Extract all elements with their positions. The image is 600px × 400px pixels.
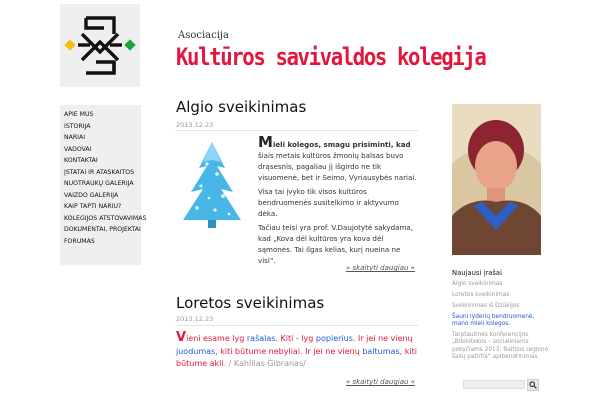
post-title[interactable]: Loretos sveikinimas xyxy=(176,294,325,312)
quote-fragment: baltumas xyxy=(362,346,400,356)
quote-fragment: ieni esame lyg xyxy=(186,334,247,343)
search-icon xyxy=(529,381,537,389)
quote-fragment: Ir jei ne vienų xyxy=(305,346,363,356)
sidebar-nav xyxy=(60,105,147,265)
drop-cap: V xyxy=(176,330,187,345)
christmas-tree-image xyxy=(177,138,247,237)
sidebar-item-forumas[interactable]: FORUMAS xyxy=(64,237,95,245)
quote-fragment: Ir jei ne vienų xyxy=(357,334,413,343)
sidebar-item-istorija[interactable]: ISTORIJA xyxy=(64,122,91,130)
sidebar-item-dokumentai[interactable]: DOKUMENTAI, PROJEKTAI xyxy=(64,226,141,233)
sidebar-item-istatai[interactable]: ĮSTATAI IR ATASKAITOS xyxy=(64,168,135,176)
portrait-icon xyxy=(452,104,541,255)
quote-fragment: kiti būtume nebyliai xyxy=(220,346,301,356)
quote-fragment: kiti būtume akli xyxy=(176,346,417,368)
recent-post-link[interactable]: Tarptautinės konferencijos „Bibliotekos – socialiniams pokyčiams 2013: Baltijos regiono šalių patirtis“ apibendrinimas xyxy=(452,332,549,361)
quote-fragment: , xyxy=(215,346,221,356)
sidebar-item-nuotrauku-galerija[interactable]: NUOTRAUKŲ GALERIJA xyxy=(64,180,134,187)
read-more-link[interactable]: » skaityti daugiau « xyxy=(345,264,415,272)
sidebar-item-vadovai[interactable]: VADOVAI xyxy=(64,145,92,153)
quote-fragment: . xyxy=(300,346,306,356)
sidebar-item-kaip-tapti-nariu[interactable]: KAIP TAPTI NARIU? xyxy=(64,203,122,210)
post-date: 2013.12.23 xyxy=(176,121,214,129)
recent-post-link[interactable]: Loretos sveikinimas xyxy=(452,291,510,298)
recent-posts-list xyxy=(452,281,552,365)
search-button[interactable] xyxy=(527,379,539,391)
post-excerpt xyxy=(176,332,419,371)
site-title[interactable]: Kultūros savivaldos kolegija xyxy=(176,43,486,71)
post-paragraph: Tačiau teisi yra prof. V.Daujotytė sakydama, kad „Kova dėl kultūros yra kova dėl sąmonės. Tai ilgas kelias, kurį nueina ne visi“. xyxy=(258,223,413,265)
drop-cap: M xyxy=(258,133,273,151)
post-date: 2013.12.23 xyxy=(176,315,214,323)
quote-author: . / Kahlilas Gibranas/ xyxy=(223,359,306,368)
profile-photo xyxy=(452,104,541,255)
sidebar-item-atstovavimas[interactable]: KOLEGIJOS ATSTOVAVIMAS xyxy=(64,214,147,222)
recent-posts-heading: Naujausi įrašai xyxy=(452,269,502,277)
quote-fragment: juodumas xyxy=(176,346,216,356)
sidebar-item-vaizdo-galerija[interactable]: VAIZDO GALERIJA xyxy=(64,191,119,199)
read-more-link[interactable]: » skaityti daugiau « xyxy=(345,378,415,386)
sidebar-item-kontaktai[interactable]: KONTAKTAI xyxy=(64,157,98,164)
christmas-tree-icon xyxy=(177,138,247,233)
recent-post-link[interactable]: Sveikinimas iš Dzūkijos xyxy=(452,302,520,309)
post-title[interactable]: Algio sveikinimas xyxy=(176,98,307,116)
site-logo[interactable] xyxy=(60,4,140,87)
site-pretitle: Asociacija xyxy=(178,30,229,41)
post-excerpt xyxy=(258,133,418,269)
post-lead: ieli kolegos, smagu prisiminti, kad xyxy=(272,140,411,149)
quote-fragment: Kiti - lyg xyxy=(280,334,316,343)
post-divider xyxy=(175,130,418,131)
quote-fragment: . xyxy=(275,334,281,343)
logo-ornament-icon xyxy=(60,4,140,87)
quote-fragment: rašalas xyxy=(246,334,276,343)
sidebar-item-nariai[interactable]: NARIAI xyxy=(64,134,86,141)
quote-fragment: popierius xyxy=(315,334,353,343)
recent-post-link[interactable]: Šauni lyderių bendruomenė, mano mieli kolegos, xyxy=(452,313,535,328)
quote-fragment: . xyxy=(352,334,358,343)
post-divider xyxy=(175,325,418,326)
quote-fragment: , xyxy=(399,346,405,356)
sidebar-item-apie-mus[interactable]: APIE MUS xyxy=(64,111,94,118)
post-text: šiais metais kultūros žmonių balsas buvo drąsesnis, pagaliau jį išgirdo ne tik visuomenė, bet ir Seimo, Vyriausybės nariai. xyxy=(258,151,417,182)
post-paragraph: Visa tai įvyko tik visos kultūros bendruomenės susitelkimo ir aktyvumo dėka. xyxy=(258,187,399,218)
recent-post-link[interactable]: Algio sveikinimas xyxy=(452,281,503,287)
search-input[interactable] xyxy=(463,380,525,389)
